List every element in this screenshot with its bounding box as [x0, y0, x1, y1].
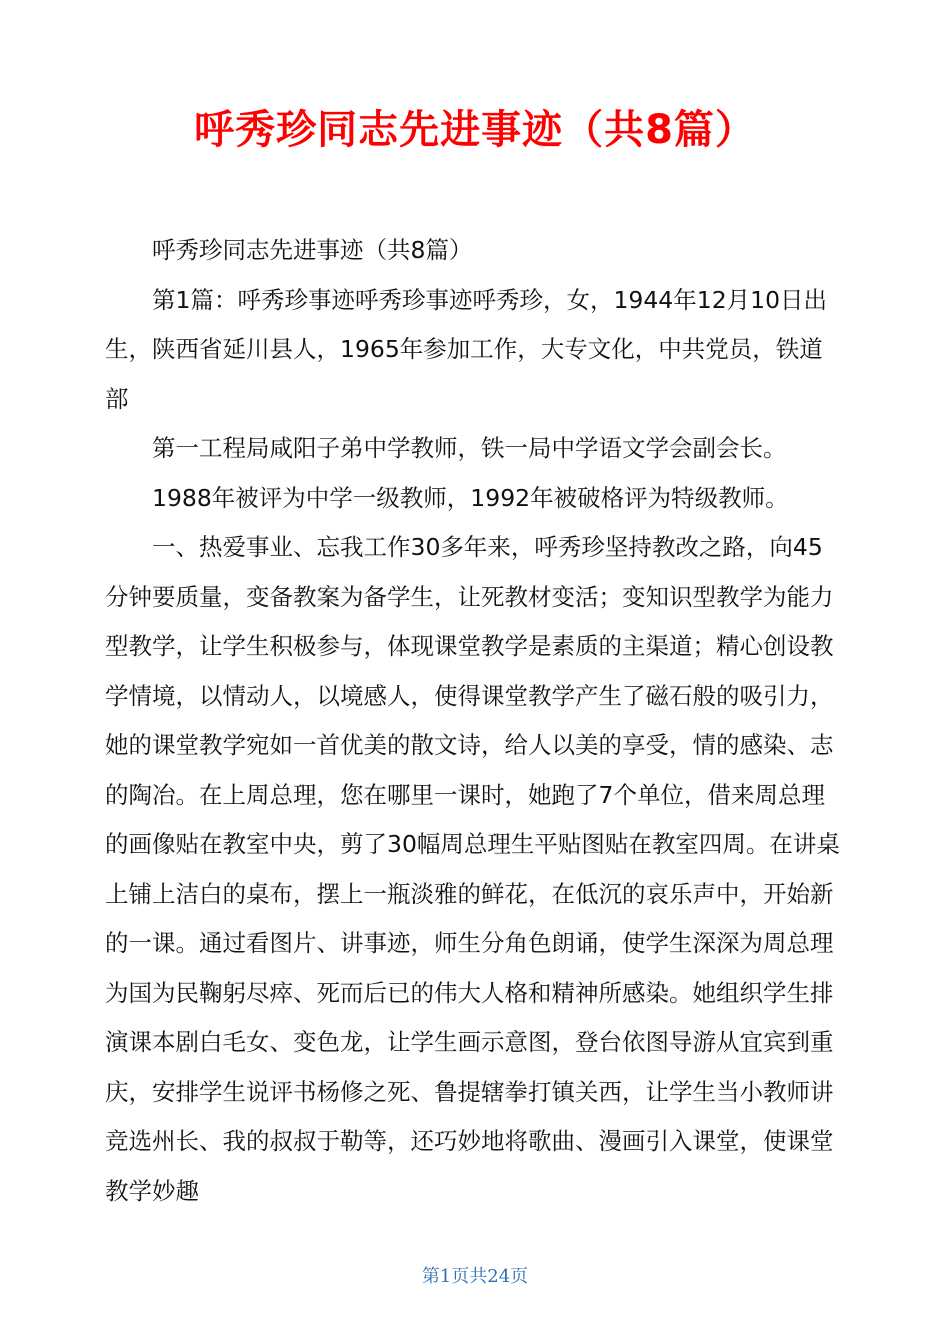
paragraph: 1988年被评为中学一级教师，1992年被破格评为特级教师。 [152, 483, 789, 512]
paragraph: 第一工程局咸阳子弟中学教师，铁一局中学语文学会副会长。 [152, 434, 787, 462]
document-title: 呼秀珍同志先进事迹（共8篇） [194, 107, 756, 153]
paragraph: 呼秀珍同志先进事迹（共8篇） [152, 236, 473, 264]
paragraph: 第1篇：呼秀珍事迹呼秀珍事迹呼秀珍，女，1944年12月10日出生，陕西省延川县人，1965年参加工作，大专文化，中共党员，铁道部 [105, 285, 828, 413]
page-number-footer: 第1页共24页 [421, 1266, 529, 1287]
paragraph: 一、热爱事业、忘我工作30多年来，呼秀珍坚持教改之路，向45分钟要质量，变备教案为备学生，让死教材变活；变知识型教学为能力型教学，让学生积极参与，体现课堂教学是素质的主渠道；精心创设教学情境，以情动人，以境感人，使得课堂教学产生了磁石般的吸引力，她的课堂教学宛如一首优美的散文诗，给人以美的享受，情的感染、志的陶冶。在上周总理，您在哪里一课时，她跑了7个单位，借来周总理的画像贴在教室中央，剪了30幅周总理生平贴图贴在教室四周。在讲桌上铺上洁白的桌布，摆上一瓶淡雅的鲜花，在低沉的哀乐声中，开始新的一课。通过看图片、讲事迹，师生分角色朗诵，使学生深深为周总理为国为民鞠躬尽瘁、死而后已的伟大人格和精神所感染。她组织学生排演课本剧白毛女、变色龙，让学生画示意图，登台依图导游从宜宾到重庆，安排学生说评书杨修之死、鲁提辖拳打镇关西，让学生当小教师讲竞选州长、我的叔叔于勒等，还巧妙地将歌曲、漫画引入课堂，使课堂教学妙趣 [105, 533, 840, 1205]
document-body [105, 226, 845, 1216]
